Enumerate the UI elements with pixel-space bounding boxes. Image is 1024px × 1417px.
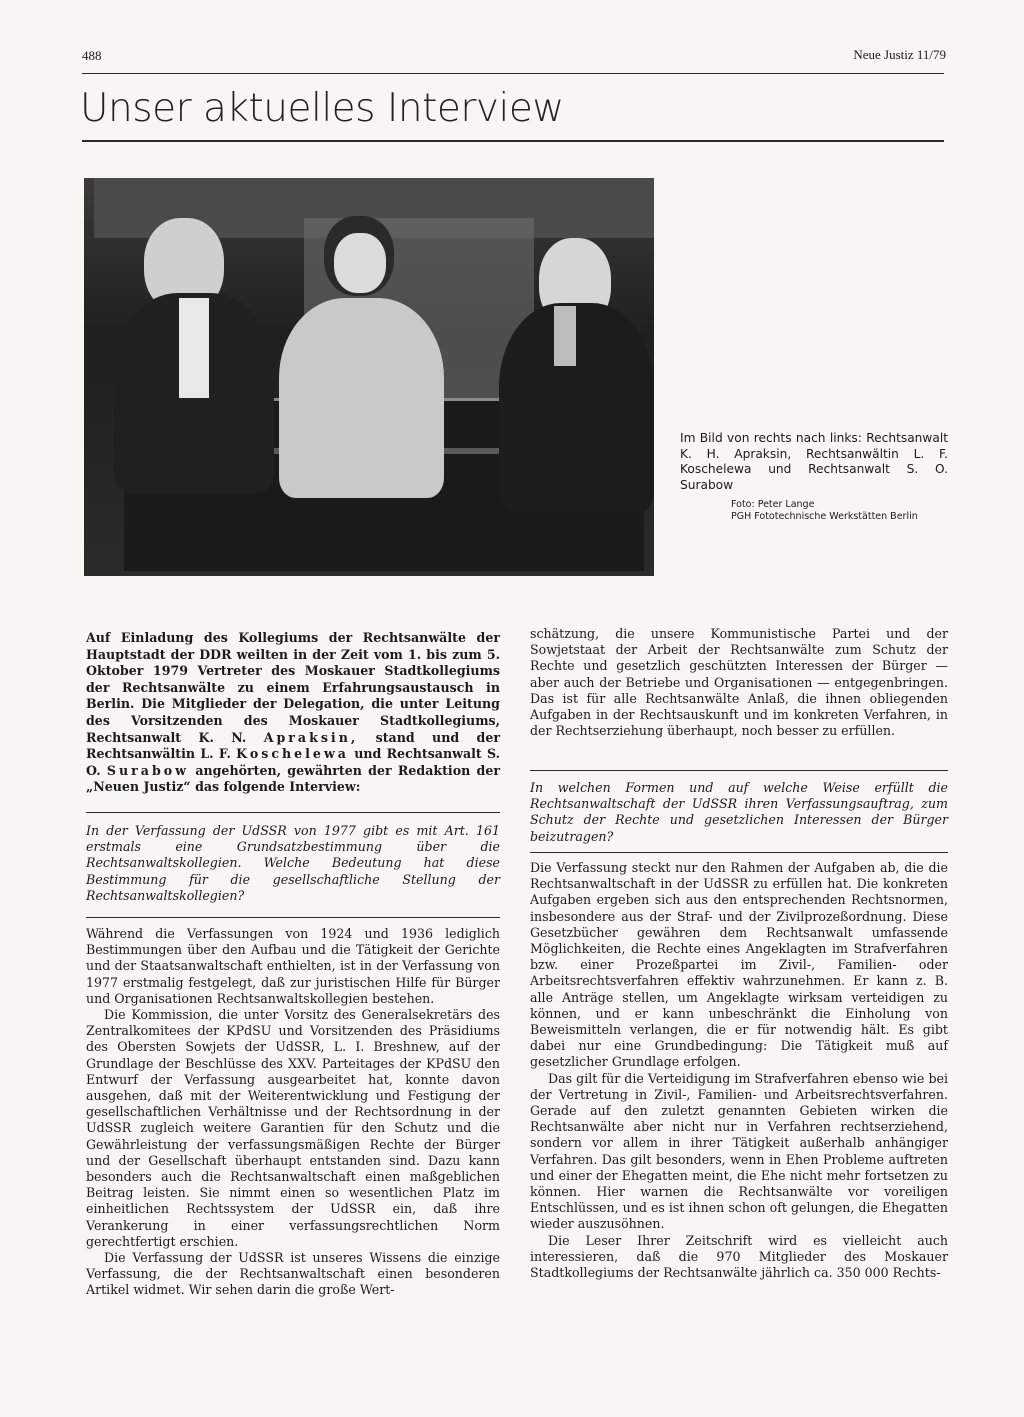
intro-name-surabow: Surabow — [106, 762, 190, 778]
intro-text-2: stand und der Rechtsanwältin L. F. — [86, 729, 500, 762]
intro-text-1: Auf Einladung des Kollegiums der Rechtsanwälte der Hauptstadt der DDR weilten in der Zeit vom 1. bis zum 5. Oktober 1979 Vertreter des Moskauer Stadtkollegiums der Rechtsanwälte zu einem Erfahrungsaustausch in Berlin. Die Mitglieder der Delegation, die unter Leitung des Vorsitzenden des Moskauer Stadtkollegiums, Rechtsanwalt K. N. — [86, 630, 500, 745]
answer1-continued: schätzung, die unsere Kommunistische Partei und der Sowjetstaat der Arbeit der Rechtsanwälte zum Schutz der Rechte und gesetzlich geschützten Interessen der Bürger — aber auch der Betriebe und Organisationen — entgegenbringen. Das ist für alle Rechtsanwälte Anlaß, die ihnen obliegenden Aufgaben in der Rechtsauskunft und im konkreten Verfahren, in der Rechtserziehung überhaupt, noch besser zu erfüllen. — [530, 626, 948, 739]
question1-rule-bottom — [86, 917, 500, 918]
question-1: In der Verfassung der UdSSR von 1977 gibt es mit Art. 161 erstmals eine Grundsatzbestimmung über die Rechtsanwaltskollegien. Welche Bedeutung hat diese Bestimmung für die gesellschaftliche Stellung der Rechtsanwaltskollegien? — [86, 823, 500, 903]
header-rule-bottom — [82, 140, 944, 142]
answer-1 — [86, 926, 500, 1299]
intro-text-3: und Rechtsanwalt S. O. — [86, 746, 501, 778]
question2-rule-bottom — [530, 852, 948, 853]
photo-credit-photographer: Foto: Peter Lange — [731, 499, 815, 510]
answer-2 — [530, 860, 948, 1281]
question2-rule-top — [530, 770, 948, 771]
answer2-paragraph-1: Die Verfassung steckt nur den Rahmen der Aufgaben ab, die die Rechtsanwaltschaft in der UdSSR zu erfüllen hat. Die konkreten Aufgaben ergeben sich aus den entsprechenden Rechtsnormen, insbesondere aus der Straf- und der Zivilprozeßordnung. Diese Gesetzbücher gewähren dem Rechtsanwalt umfassende Möglichkeiten, die Rechte eines Angeklagten im Strafverfahren bzw. einer Prozeßpartei im Zivil-, Familien- oder Arbeitsrechtsverfahren effektiv wahrzunehmen. Er kann z. B. alle Anträge stellen, um Angeklagte wirksam verteidigen zu können, und er kann unbeschränkt die Einholung von Beweismitteln verlangen, die er für notwendig hält. Es gibt dabei nur eine Grundbedingung: Die Tätigkeit muß auf gesetzlicher Grundlage erfolgen. — [530, 860, 948, 1070]
photo-credit-studio: PGH Fototechnische Werkstätten Berlin — [731, 511, 918, 522]
answer1-paragraph-1: Während die Verfassungen von 1924 und 1936 lediglich Bestimmungen über den Aufbau und die Tätigkeit der Gerichte und der Staatsanwaltschaft enthielten, ist in der Verfassung von 1977 erstmalig festgelegt, daß zur juristischen Hilfe für Bürger und Organisationen Rechtsanwaltskollegien bestehen. — [86, 926, 500, 1006]
intro-text-4: angehörten, gewährten der Redaktion der „Neuen Justiz“ das folgende Interview: — [86, 762, 500, 795]
question1-rule-top — [86, 812, 500, 813]
photo-caption: Im Bild von rechts nach links: Rechtsanwalt K. H. Apraksin, Rechtsanwältin L. F. Koschelewa und Rechtsanwalt S. O. Surabow — [680, 431, 948, 492]
header-rule-top — [82, 73, 944, 74]
answer2-paragraph-2: Das gilt für die Verteidigung im Strafverfahren ebenso wie bei der Vertretung in Zivil-, Familien- und Arbeitsrechtsverfahren. Gerade auf den zuletzt genannten Gebieten wirken die Rechtsanwälte aber nicht nur in Verfahren rechtserziehend, sondern vor allem in ihrer Tätigkeit außerhalb anhängiger Verfahren. Das gilt besonders, wenn in Ehen Probleme auftreten und einer der Ehegatten meint, die Ehe nicht mehr fortsetzen zu können. Hier warnen die Rechtsanwälte vor voreiligen Entschlüssen, und es ist ihnen schon oft gelungen, die Ehegatten wieder auszusöhnen. — [530, 1070, 948, 1232]
answer1-paragraph-3: Die Verfassung der UdSSR ist unseres Wissens die einzige Verfassung, die der Rechtsanwaltschaft einen besonderen Artikel widmet. Wir sehen darin die große Wert- — [86, 1250, 500, 1298]
answer2-paragraph-3: Die Leser Ihrer Zeitschrift wird es vielleicht auch interessieren, daß die 970 Mitglieder des Moskauer Stadtkollegiums der Rechtsanwälte jährlich ca. 350 000 Rechts- — [530, 1232, 948, 1281]
intro-name-apraksin: Apraksin, — [263, 729, 359, 745]
section-title: Unser aktuelles Interview — [80, 86, 564, 131]
journal-reference: Neue Justiz 11/79 — [853, 47, 946, 62]
page-number: 488 — [82, 48, 102, 63]
answer1-paragraph-2: Die Kommission, die unter Vorsitz des Generalsekretärs des Zentralkomitees der KPdSU und Vorsitzenden des Präsidiums des Obersten Sowjets der UdSSR, L. I. Breshnew, auf der Grundlage der Beschlüsse des XXV. Parteitages der KPdSU den Entwurf der Verfassung ausgearbeitet hat, konnte davon ausgehen, daß mit der Weiterentwicklung und Festigung der gesellschaftlichen Verhältnisse und der Rechtsordnung in der UdSSR zugleich weitere Garantien für den Schutz und die Gewährleistung der verfassungsmäßigen Rechte der Bürger und der Gesellschaft überhaupt entstanden sind. Dazu kann besonders auch die Rechtsanwaltschaft einen maßgeblichen Beitrag leisten. Sie nimmt einen so wesentlichen Platz im einheitlichen Rechtssystem der UdSSR ein, daß ihre Verankerung in einer verfassungsrechtlichen Norm gerechtfertigt erschien. — [86, 1007, 500, 1249]
question-2: In welchen Formen und auf welche Weise erfüllt die Rechtsanwaltschaft der UdSSR ihren Verfassungsauftrag, zum Schutz der Rechte und gesetzlichen Interessen der Bürger beizutragen? — [530, 780, 948, 844]
photo-credit — [731, 499, 961, 523]
intro-paragraph — [86, 630, 500, 796]
interview-photo — [84, 178, 654, 576]
intro-name-koschelewa: Koschelewa — [236, 746, 349, 762]
